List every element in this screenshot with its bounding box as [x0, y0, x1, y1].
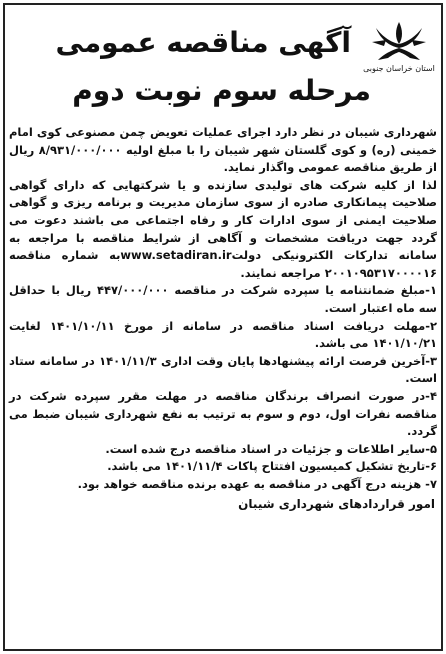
condition-item-5: ۵-سایر اطلاعات و جزئیات در اسناد مناقصه درج شده است. — [105, 441, 437, 456]
condition-item-4: ۴-در صورت انصراف برندگان مناقصه در مهلت مقرر سپرده شرکت در مناقصه نفرات اول، دوم و سوم به ترتیب به نفع شهرداری شیبان ضبط می گردد. — [9, 388, 437, 439]
organization-logo — [362, 16, 436, 80]
intro-paragraph: شهرداری شیبان در نظر دارد اجرای عملیات تعویض چمن مصنوعی کوی امام خمینی (ره) و کوی گلستان شهر شیبان را با مبلغ اولیه ۸/۹۳۱/۰۰۰/۰۰۰ ریال از طریق مناقصه عمومی واگذار نماید. — [9, 125, 437, 175]
tender-number-text: به شماره مناقصه ۲۰۰۱۰۹۵۳۱۷۰۰۰۰۱۶ مراجعه نمایند. — [9, 248, 437, 280]
invitation-paragraph — [9, 177, 437, 283]
emblem-icon — [368, 16, 430, 64]
signature: امور قراردادهای شهرداری شیبان — [238, 497, 435, 512]
notice-body — [5, 124, 441, 493]
condition-item-1: ۱-مبلغ ضمانتنامه یا سپرده شرکت در مناقصه ۴۴۷/۰۰۰/۰۰۰ ریال با حداقل سه ماه اعتبار است. — [9, 283, 437, 315]
invitation-text: لذا از کلیه شرکت های تولیدی سازنده و یا شرکتهایی که دارای گواهی صلاحیت پیمانکاری صادره از سوی سازمان مدیریت و برنامه ریزی و گواهی صلاحیت ایمنی از سوی ادارات کار و رفاه اجتماعی می باشند دعوت می گردد جهت دریافت مشخصات و آگاهی از شرایط مناقصه با مراجعه به سامانه تدارکات الکترونیکی دولت — [9, 177, 437, 263]
condition-item-7: ۷- هزینه درج آگهی در مناقصه به عهده برنده مناقصه خواهد بود. — [77, 476, 437, 491]
page-title: آگهی مناقصه عمومی — [55, 26, 351, 59]
header — [5, 6, 441, 124]
condition-item-6: ۶-تاریخ تشکیل کمیسیون افتتاح پاکات ۱۴۰۱/۱۱/۴ می باشد. — [107, 459, 437, 474]
condition-item-3: ۳-آخرین فرصت ارائه پیشنهادها پایان وقت اداری ۱۴۰۱/۱۱/۳ در سامانه ستاد است. — [9, 353, 437, 386]
page-subtitle: مرحله سوم نوبت دوم — [72, 74, 371, 107]
condition-item-2: ۲-مهلت دریافت اسناد مناقصه در سامانه از مورخ ۱۴۰۱/۱۰/۱۱ لغایت ۱۴۰۱/۱۰/۲۱ می باشد. — [9, 318, 438, 351]
website-link[interactable]: www.setadiran.ir — [120, 248, 232, 263]
logo-caption: استان خراسان جنوبی — [363, 64, 435, 73]
